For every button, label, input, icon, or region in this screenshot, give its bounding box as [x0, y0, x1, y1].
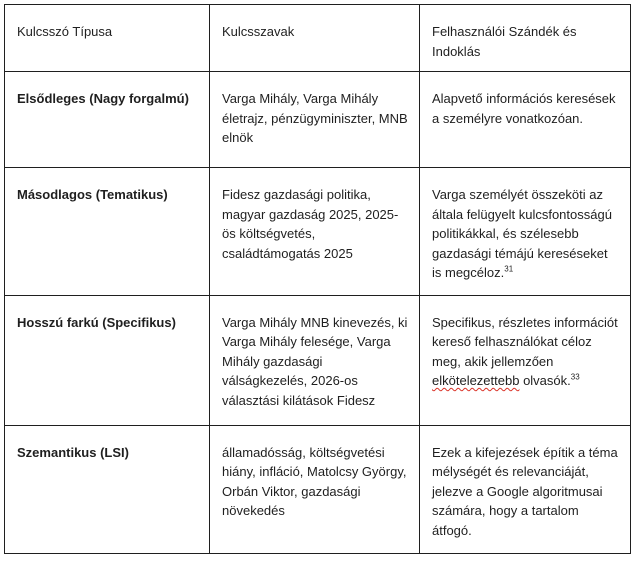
table-row: [5, 295, 631, 425]
cell-keywords[interactable]: Varga Mihály, Varga Mihály életrajz, pénzügyminiszter, MNB elnök: [210, 72, 420, 168]
footnote-ref[interactable]: 31: [504, 264, 514, 274]
cell-keywords[interactable]: Fidesz gazdasági politika, magyar gazdaság 2025, 2025-ös költségvetés, családtámogatás 2025: [210, 168, 420, 296]
spellcheck-flagged-word[interactable]: elkötelezettebb: [432, 373, 520, 388]
header-user-intent[interactable]: Felhasználói Szándék és Indoklás: [420, 5, 631, 72]
cell-keyword-type[interactable]: [5, 168, 210, 296]
cell-keyword-type[interactable]: [5, 295, 210, 425]
intent-text-end: olvasók.: [519, 373, 571, 388]
keyword-type-label: Másodlagos (Tematikus): [17, 187, 168, 202]
table-row: [5, 425, 631, 553]
cell-keywords[interactable]: államadósság, költségvetési hiány, infláció, Matolcsy György, Orbán Viktor, gazdasági növekedés: [210, 425, 420, 553]
intent-text: Varga személyét összeköti az általa felügyelt kulcsfontosságú politikákkal, és szélesebb gazdasági témájú kereséseket is megcéloz.: [432, 187, 612, 280]
keyword-type-label: Elsődleges (Nagy forgalmú): [17, 91, 189, 106]
intent-text: Specifikus, részletes információt kereső felhasználókat céloz meg, akik jellemzően: [432, 314, 618, 369]
header-keywords[interactable]: Kulcsszavak: [210, 5, 420, 72]
footnote-ref[interactable]: 33: [570, 372, 580, 382]
cell-keyword-type[interactable]: [5, 425, 210, 553]
keyword-type-label: Szemantikus (LSI): [17, 444, 129, 460]
header-keyword-type[interactable]: Kulcsszó Típusa: [5, 5, 210, 72]
cell-keywords[interactable]: Varga Mihály MNB kinevezés, ki Varga Mihály felesége, Varga Mihály gazdasági válságkezelés, 2026-os választási kilátások Fidesz: [210, 295, 420, 425]
keyword-table-container: [4, 4, 630, 554]
table-row: [5, 168, 631, 296]
keyword-type-label: Hosszú farkú (Specifikus): [17, 314, 176, 330]
table-row: [5, 72, 631, 168]
cell-keyword-type[interactable]: [5, 72, 210, 168]
cell-user-intent[interactable]: Alapvető információs keresések a személyre vonatkozóan.: [420, 72, 631, 168]
table-header-row: [5, 5, 631, 72]
cell-user-intent[interactable]: [420, 295, 631, 425]
keyword-table: [4, 4, 631, 554]
cell-user-intent[interactable]: [420, 168, 631, 296]
cell-user-intent[interactable]: Ezek a kifejezések építik a téma mélységét és relevanciáját, jelezve a Google algoritmusai számára, hogy a tartalom átfogó.: [420, 425, 631, 553]
